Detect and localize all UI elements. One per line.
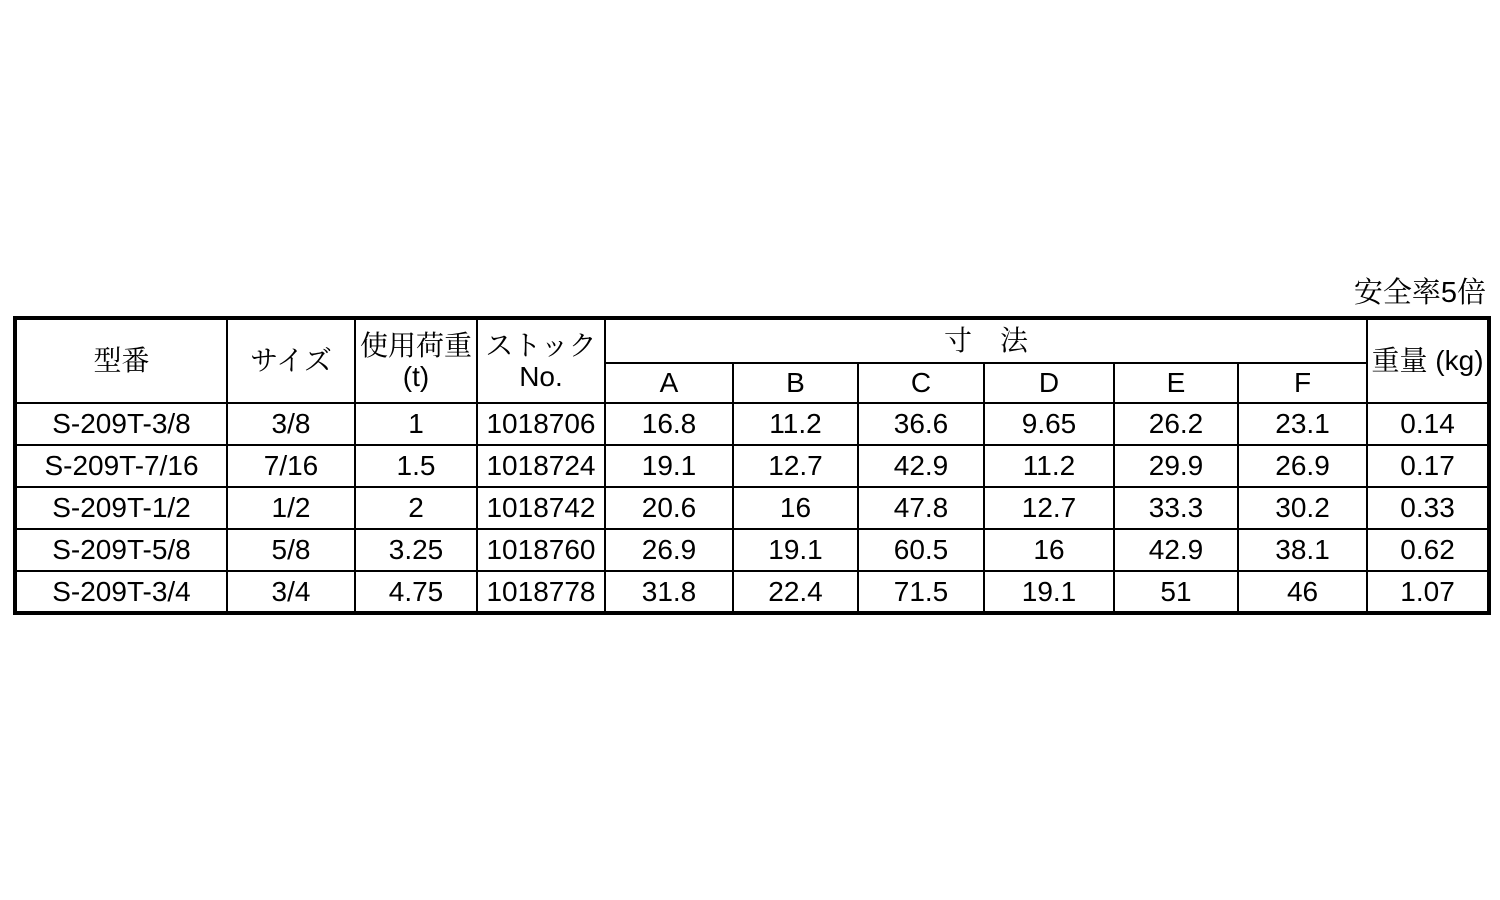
table-row [15, 487, 1489, 529]
cell-stock: 1018706 [477, 403, 605, 445]
cell-dim-c: 36.6 [858, 403, 984, 445]
cell-dim-b: 12.7 [733, 445, 858, 487]
table-row [15, 529, 1489, 571]
header-dim-a: A [605, 363, 733, 403]
cell-stock: 1018724 [477, 445, 605, 487]
cell-dim-f: 26.9 [1238, 445, 1367, 487]
cell-dim-a: 16.8 [605, 403, 733, 445]
cell-model: S-209T-7/16 [15, 445, 227, 487]
cell-dim-b: 16 [733, 487, 858, 529]
spec-table [13, 316, 1491, 615]
table-row [15, 403, 1489, 445]
cell-size: 3/8 [227, 403, 355, 445]
cell-weight: 1.07 [1367, 571, 1489, 613]
safety-factor-note: 安全率5倍 [1353, 277, 1486, 309]
cell-dim-e: 33.3 [1114, 487, 1238, 529]
cell-model: S-209T-3/8 [15, 403, 227, 445]
cell-size: 5/8 [227, 529, 355, 571]
cell-dim-e: 42.9 [1114, 529, 1238, 571]
header-working-load-line2: (t) [402, 361, 430, 392]
cell-dim-c: 71.5 [858, 571, 984, 613]
cell-dim-e: 26.2 [1114, 403, 1238, 445]
cell-load: 1.5 [355, 445, 477, 487]
header-dim-f: F [1238, 363, 1367, 403]
header-model: 型番 [15, 318, 227, 403]
cell-weight: 0.14 [1367, 403, 1489, 445]
cell-dim-a: 26.9 [605, 529, 733, 571]
cell-load: 4.75 [355, 571, 477, 613]
header-dim-d: D [984, 363, 1114, 403]
cell-stock: 1018742 [477, 487, 605, 529]
cell-dim-b: 19.1 [733, 529, 858, 571]
cell-weight: 0.62 [1367, 529, 1489, 571]
header-dim-c: C [858, 363, 984, 403]
header-working-load-line1: 使用荷重 [359, 329, 472, 361]
cell-model: S-209T-1/2 [15, 487, 227, 529]
cell-dim-f: 23.1 [1238, 403, 1367, 445]
cell-model: S-209T-3/4 [15, 571, 227, 613]
cell-dim-e: 51 [1114, 571, 1238, 613]
table-row [15, 445, 1489, 487]
cell-dim-b: 11.2 [733, 403, 858, 445]
cell-dim-a: 31.8 [605, 571, 733, 613]
cell-dim-d: 19.1 [984, 571, 1114, 613]
header-dim-b: B [733, 363, 858, 403]
cell-stock: 1018760 [477, 529, 605, 571]
header-stock-no-line1: ストック [485, 329, 597, 361]
header-stock-no [477, 318, 605, 403]
cell-stock: 1018778 [477, 571, 605, 613]
cell-dim-f: 30.2 [1238, 487, 1367, 529]
cell-dim-f: 46 [1238, 571, 1367, 613]
header-working-load [355, 318, 477, 403]
cell-size: 1/2 [227, 487, 355, 529]
cell-dim-d: 16 [984, 529, 1114, 571]
cell-model: S-209T-5/8 [15, 529, 227, 571]
cell-load: 3.25 [355, 529, 477, 571]
cell-weight: 0.17 [1367, 445, 1489, 487]
cell-dim-d: 11.2 [984, 445, 1114, 487]
cell-dim-a: 20.6 [605, 487, 733, 529]
cell-dim-d: 9.65 [984, 403, 1114, 445]
cell-size: 3/4 [227, 571, 355, 613]
cell-size: 7/16 [227, 445, 355, 487]
header-weight: 重量 (kg) [1367, 318, 1489, 403]
cell-load: 1 [355, 403, 477, 445]
cell-dim-c: 47.8 [858, 487, 984, 529]
cell-dim-c: 42.9 [858, 445, 984, 487]
header-dimensions: 寸 法 [605, 318, 1367, 363]
cell-load: 2 [355, 487, 477, 529]
cell-dim-d: 12.7 [984, 487, 1114, 529]
cell-dim-b: 22.4 [733, 571, 858, 613]
header-dim-e: E [1114, 363, 1238, 403]
cell-dim-f: 38.1 [1238, 529, 1367, 571]
cell-weight: 0.33 [1367, 487, 1489, 529]
cell-dim-c: 60.5 [858, 529, 984, 571]
table-row [15, 571, 1489, 613]
cell-dim-e: 29.9 [1114, 445, 1238, 487]
cell-dim-a: 19.1 [605, 445, 733, 487]
header-stock-no-line2: No. [519, 361, 563, 392]
header-size: サイズ [227, 318, 355, 403]
